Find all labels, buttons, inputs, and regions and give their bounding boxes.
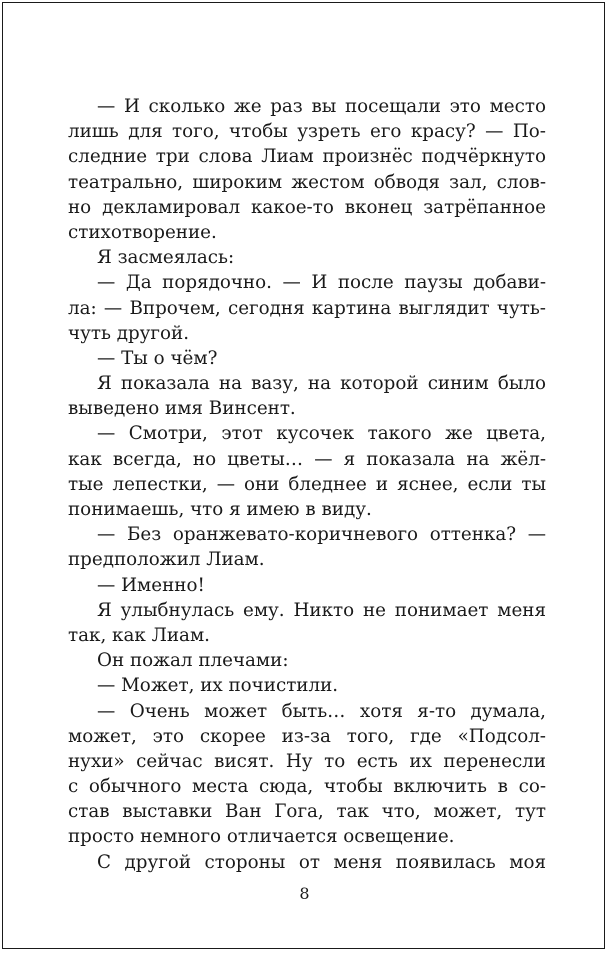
text-line: выведено имя Винсент. [68, 398, 296, 420]
text-line: — Очень может быть… хотя я-то думала, [97, 700, 546, 722]
text-line: — Да порядочно. — И после паузы добави- [97, 272, 546, 294]
text-line: Я показала на вазу, на которой синим было [97, 373, 546, 395]
body-text [68, 94, 546, 875]
text-line: так, как Лиам. [68, 624, 210, 646]
text-line: — Может, их почистили. [97, 675, 339, 697]
text-line: лишь для того, чтобы узреть его красу? — По- [68, 121, 546, 143]
text-line: С другой стороны от меня появилась моя [97, 851, 546, 873]
text-line: ла: — Впрочем, сегодня картина выглядит чуть- [68, 297, 546, 319]
text-line: понимаешь, что я имею в виду. [68, 499, 372, 520]
text-line: с обычного места сюда, чтобы включить в со- [68, 776, 546, 798]
text-line: Я улыбнулась ему. Никто не понимает меня [97, 599, 546, 621]
text-line: стихотворение. [68, 221, 217, 243]
text-line: чуть другой. [68, 322, 190, 344]
text-line: просто немного отличается освещение. [68, 826, 455, 848]
book-page [2, 2, 605, 949]
text-line: нухи» сейчас висят. Ну то есть их перенесли [68, 750, 546, 772]
text-line: — Ты о чём? [97, 347, 218, 369]
text-line: — И сколько же раз вы посещали это место [97, 96, 546, 117]
text-line: но декламировал какое-то вконец затрёпанное [68, 196, 546, 218]
text-line: следние три слова Лиам произнёс подчёркнуто [68, 146, 546, 168]
text-line: — Смотри, этот кусочек такого же цвета, [97, 423, 546, 445]
text-line: как всегда, но цветы… — я показала на жёл- [68, 448, 546, 470]
text-line: Я засмеялась: [97, 247, 235, 269]
page-number: 8 [299, 884, 310, 903]
text-line: может, это скорее из-за того, где «Подсол- [68, 725, 546, 747]
text-line: театрально, широким жестом обводя зал, слов- [68, 171, 546, 193]
text-line: предположил Лиам. [68, 549, 265, 571]
text-line: — Без оранжевато-коричневого оттенка? — [97, 524, 546, 546]
text-line: тые лепестки, — они бледнее и яснее, если ты [68, 473, 546, 495]
text-line: — Именно! [97, 574, 205, 596]
text-line: Он пожал плечами: [97, 650, 289, 672]
text-line: став выставки Ван Гога, так что, может, тут [68, 801, 546, 823]
